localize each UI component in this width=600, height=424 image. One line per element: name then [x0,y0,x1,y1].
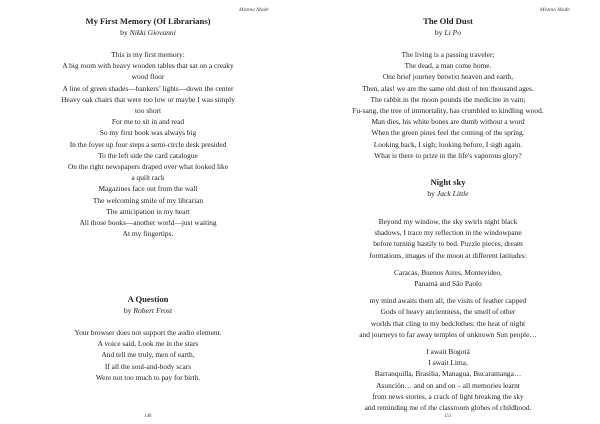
poem-line: When the green pines feel the coming of the spring. [371,128,525,138]
poem-line: For me to sit in and read [111,117,185,127]
poem-line: I await Lima, [428,358,468,368]
poem-line: In the foyer up four steps a semi-circle desk presided [69,139,227,149]
byline-prefix: by [120,28,128,37]
byline-prefix: by [427,189,435,198]
poem-line: wood floor [131,72,165,82]
poem-line: formations, images of the moon at different latitudes: [369,250,527,260]
poem-first-memory [8,16,288,239]
stanza [308,295,588,340]
poem-line: shadows, I trace my reflection in the windowpane [374,228,522,238]
right-page [300,0,600,424]
poem-old-dust [308,16,588,161]
poem-line: my mind awaits them all, the visits of feather capped [369,296,527,306]
poem-line: A voice said, Look me in the stars [97,339,199,349]
poem-line: Man dies, his white bones are dumb without a word [371,117,525,127]
poem-line: worlds that cling to my bedclothes: the heat of night [370,318,526,328]
poem-title: Night sky [430,177,466,187]
stanza [308,267,588,289]
running-head: Mezmo Made [239,7,269,13]
poem-line: I await Bogotá [426,347,470,357]
poem-line: The welcoming smile of my librarian [92,195,204,205]
poem-line: So my first book was always big [99,128,197,138]
poem-line: Heavy oak chairs that were too low or maybe I was simply [61,94,235,104]
poem-line: before turning hastily to bed. Puzzle pieces, dream [373,239,523,249]
poem-line: And tell me truly, men of earth, [101,350,195,360]
poem-byline [8,27,288,38]
page-number: 151 [444,414,452,419]
poem-lines [308,49,588,161]
poem-author: Robert Frost [133,306,173,315]
poem-line: Gods of heavy ancientness, the smell of other [380,307,516,317]
poem-night-sky [308,177,588,413]
poem-byline [308,27,588,38]
poem-a-question [8,294,288,383]
poem-title: A Question [127,294,169,304]
poem-line: from news stories, a crack of light breaking the sky [372,391,524,401]
poem-line: If all the soul-and-body scars [104,361,192,371]
poem-line: Looking back, I sigh; looking before, I sigh again. [373,139,523,149]
poem-line: Caracas, Buenos Aires, Montevideo, [394,267,502,277]
poem-line: A big room with heavy wooden tables that sat on a creaky [62,61,234,71]
stanza [308,346,588,413]
poem-line: Beyond my window, the sky swirls night black [378,217,518,226]
poem-line: At my fingertips. [122,229,174,239]
poem-line: Barranquilla, Brasilia, Managua, Bucaramanga… [374,369,522,379]
poem-line: To the left side the card catalogue [98,150,198,160]
poem-line: Magazines face out from the wall [98,184,198,194]
poem-line: One brief journey betwixt heaven and earth, [382,72,514,82]
poem-lines [8,327,288,383]
poem-line: Fu-sang, the tree of immortality, has crumbled to kindling wood. [352,106,544,116]
poem-line: The anticipation in my heart [106,206,190,216]
poem-line: Were not too much to pay for birth. [95,372,201,382]
poem-author: Li Po [444,28,462,37]
running-head: Mezmo Made [540,7,570,13]
poem-line: What is there to prize in the life's vaporous glory? [374,150,522,160]
poem-byline [308,188,588,199]
poem-line: The dead, a man come home. [404,61,492,71]
poem-line: Asunción… and on and on – all memories learnt [376,380,520,390]
poem-line: Your browser does not support the audio element. [74,328,222,337]
poem-author: Nikki Giovanni [129,28,176,37]
poem-title: My First Memory (Of Librarians) [85,16,211,26]
poem-line: too short [134,106,162,116]
poem-line: Then, alas! we are the same old dust of ten thousand ages. [362,83,534,93]
poem-line: and reminding me of the classroom globes of childhood. [364,403,532,413]
poem-line: All those books—another world—just waiting [79,218,217,228]
poem-line: The living is a passing traveler; [401,50,495,59]
poem-line: and journeys to far away temples of unknown Sun people… [359,329,537,339]
poem-line: a quilt rack [131,173,165,183]
stanza [308,216,588,261]
page-number: 148 [144,414,152,419]
byline-prefix: by [123,306,132,315]
poem-byline [8,305,288,316]
poem-lines [8,49,288,239]
poem-line: Panamá and São Paolo [414,279,482,289]
poem-line: The rabbit in the moon pounds the medicine in vain; [370,94,526,104]
poem-line: A line of green shades—bankers’ lights—down the center [62,83,234,93]
poem-author: Jack Little [436,189,469,198]
byline-prefix: by [434,28,443,37]
poem-line: This is my first memory: [111,50,185,59]
poem-title: The Old Dust [423,16,473,26]
poem-line: On the right newspapers draped over what looked like [67,162,229,172]
